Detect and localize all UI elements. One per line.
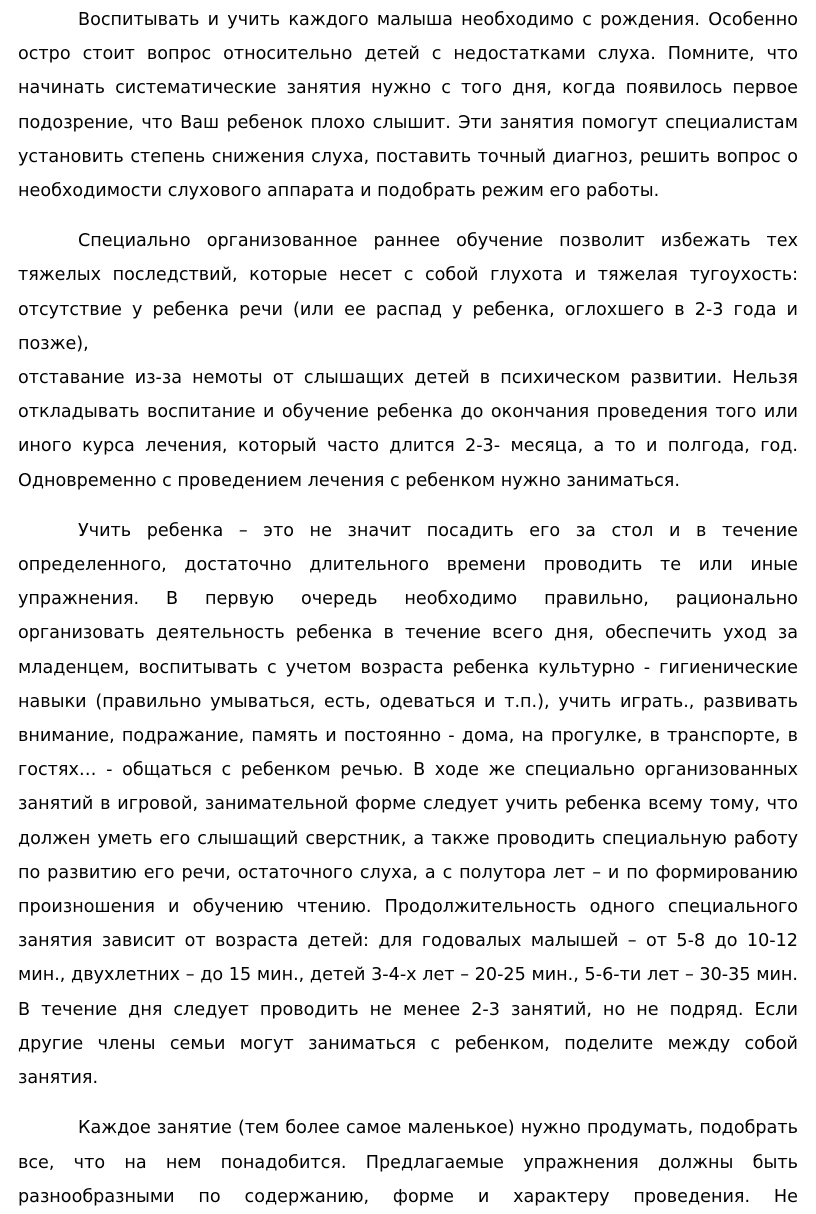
text-line: установить степень снижения слуха, поставить точный диагноз, решить вопрос о	[18, 146, 798, 167]
text-line: младенцем, воспитывать с учетом возраста ребенка культурно - гигиенические	[18, 657, 798, 678]
text-line: необходимости слухового аппарата и подобрать режим его работы.	[18, 181, 660, 202]
document-page	[18, 3, 798, 1214]
text-line: Специально организованное раннее обучение позволит избежать тех	[78, 231, 798, 252]
text-line: Воспитывать и учить каждого малыша необходимо с рождения. Особенно	[78, 10, 798, 30]
text-line: навыки (правильно умываться, есть, одеваться и т.п.), учить играть., развивать	[18, 691, 798, 712]
paragraph	[18, 514, 798, 1095]
paragraph	[18, 3, 798, 208]
text-line: должен уметь его слышащий сверстник, а также проводить специальную работу	[18, 828, 798, 849]
text-line: начинать систематические занятия нужно с того дня, когда появилось первое	[18, 78, 798, 99]
text-line: все, что на нем понадобится. Предлагаемые упражнения должны быть	[18, 1152, 798, 1173]
text-line: гостях… - общаться с ребенком речью. В ходе же специально организованных	[18, 760, 798, 781]
paragraph	[18, 224, 798, 498]
text-line: занятия зависит от возраста детей: для годовалых малышей – от 5-8 до 10-12	[18, 931, 798, 952]
text-line: произношения и обучению чтению. Продолжительность одного специального	[18, 897, 798, 918]
text-line: занятий в игровой, занимательной форме следует учить ребенка всему тому, что	[18, 794, 798, 815]
text-line: разнообразными по содержанию, форме и характеру проведения. Не	[18, 1186, 798, 1207]
paragraph	[18, 1111, 798, 1214]
text-line: отсутствие у ребенка речи (или ее распад у ребенка, оглохшего в 2-3 года и позже),	[18, 299, 798, 354]
text-line: остро стоит вопрос относительно детей с недостатками слуха. Помните, что	[18, 44, 798, 65]
text-line: отставание из-за немоты от слышащих детей в психическом развитии. Нельзя	[18, 368, 798, 389]
text-line: по развитию его речи, остаточного слуха, а с полутора лет – и по формированию	[18, 862, 798, 883]
text-line: организовать деятельность ребенка в течение всего дня, обеспечить уход за	[18, 623, 798, 644]
text-line: определенного, достаточно длительного времени проводить те или иные	[18, 555, 798, 576]
text-line: Каждое занятие (тем более самое маленькое) нужно продумать, подобрать	[78, 1118, 798, 1139]
text-line: иного курса лечения, который часто длится 2-3- месяца, а то и полгода, год.	[18, 436, 798, 457]
text-line: внимание, подражание, память и постоянно - дома, на прогулке, в транспорте, в	[18, 726, 798, 747]
text-line: тяжелых последствий, которые несет с собой глухота и тяжелая тугоухость:	[18, 265, 798, 286]
text-line: другие члены семьи могут заниматься с ребенком, поделите между собой занятия.	[18, 1033, 798, 1089]
text-line: упражнения. В первую очередь необходимо правильно, рационально	[18, 589, 798, 610]
text-line: Одновременно с проведением лечения с ребенком нужно заниматься.	[18, 470, 680, 491]
text-line: В течение дня следует проводить не менее 2-3 занятий, но не подряд. Если	[18, 999, 798, 1020]
text-line: Учить ребенка – это не значит посадить его за стол и в течение	[78, 520, 798, 541]
text-line: мин., двухлетних – до 15 мин., детей 3-4-х лет – 20-25 мин., 5-6-ти лет – 30-35 мин.	[18, 965, 798, 986]
text-line: откладывать воспитание и обучение ребенка до окончания проведения того или	[18, 402, 798, 423]
text-line: подозрение, что Ваш ребенок плохо слышит. Эти занятия помогут специалистам	[18, 112, 798, 133]
